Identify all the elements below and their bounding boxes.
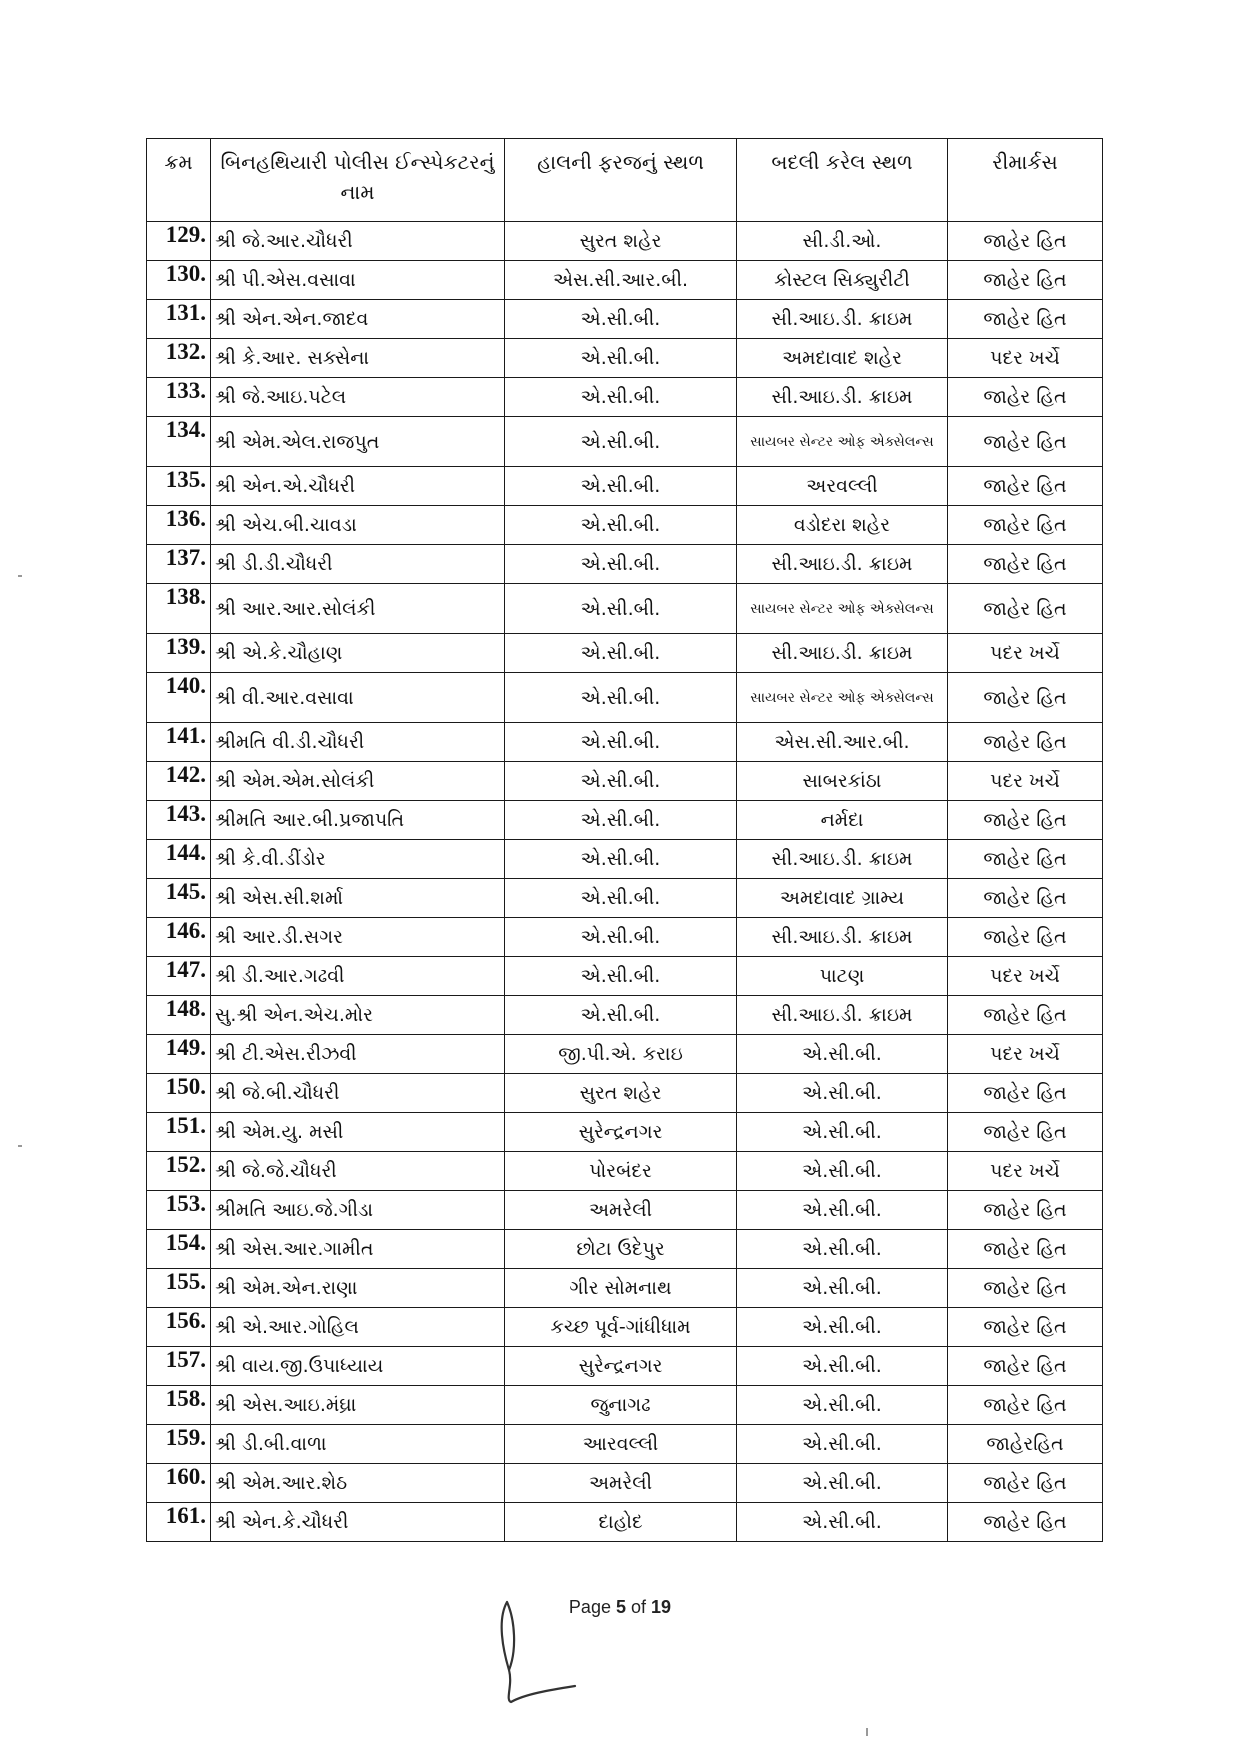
table-row — [147, 957, 1103, 996]
current-post-cell: એ.સી.બી. — [505, 339, 737, 378]
name-cell: શ્રી એસ.આઇ.મંઘ્રા — [211, 1386, 505, 1425]
transferred-post-cell: એ.સી.બી. — [737, 1425, 948, 1464]
serial-cell: 159. — [147, 1425, 211, 1464]
remarks-cell: જાહેર હિત — [948, 723, 1103, 762]
name-cell: શ્રીમતિ આઇ.જે.ગીડા — [211, 1191, 505, 1230]
current-post-cell: એસ.સી.આર.બી. — [505, 261, 737, 300]
transferred-post-cell: એ.સી.બી. — [737, 1074, 948, 1113]
transferred-post-cell: પાટણ — [737, 957, 948, 996]
serial-cell: 147. — [147, 957, 211, 996]
current-post-cell: એ.સી.બી. — [505, 879, 737, 918]
remarks-cell: જાહેર હિત — [948, 300, 1103, 339]
transferred-post-cell: એ.સી.બી. — [737, 1113, 948, 1152]
name-cell: શ્રી જે.જે.ચૌધરી — [211, 1152, 505, 1191]
serial-cell: 141. — [147, 723, 211, 762]
scan-speck — [866, 1728, 868, 1736]
table-row — [147, 996, 1103, 1035]
table-row — [147, 1152, 1103, 1191]
current-post-cell: એ.સી.બી. — [505, 801, 737, 840]
serial-cell: 140. — [147, 673, 211, 723]
page-total: 19 — [651, 1597, 672, 1617]
table-row — [147, 467, 1103, 506]
remarks-cell: જાહેર હિત — [948, 378, 1103, 417]
transferred-post-cell: એસ.સી.આર.બી. — [737, 723, 948, 762]
name-cell: શ્રી કે.આર. સક્સેના — [211, 339, 505, 378]
transferred-post-cell: સાયબર સેન્ટર ઓફ એક્સેલન્સ — [737, 673, 948, 723]
current-post-cell: એ.સી.બી. — [505, 996, 737, 1035]
serial-cell: 144. — [147, 840, 211, 879]
remarks-cell: જાહેર હિત — [948, 1464, 1103, 1503]
name-cell: શ્રી જે.આઇ.પટેલ — [211, 378, 505, 417]
table-row — [147, 840, 1103, 879]
transferred-post-cell: સાબરકાંઠા — [737, 762, 948, 801]
transferred-post-cell: સાયબર સેન્ટર ઓફ એક્સેલન્સ — [737, 417, 948, 467]
table-row — [147, 1230, 1103, 1269]
transferred-post-cell: કોસ્ટલ સિક્યુરીટી — [737, 261, 948, 300]
name-cell: શ્રી કે.વી.ડીંડોર — [211, 840, 505, 879]
name-cell: શ્રી એમ.એન.રાણા — [211, 1269, 505, 1308]
table-row — [147, 1464, 1103, 1503]
name-cell: શ્રી એમ.એલ.રાજપુત — [211, 417, 505, 467]
transferred-post-cell: સી.આઇ.ડી. ક્રાઇમ — [737, 634, 948, 673]
remarks-cell: પદર ખર્ચે — [948, 957, 1103, 996]
serial-cell: 130. — [147, 261, 211, 300]
remarks-cell: જાહેર હિત — [948, 222, 1103, 261]
serial-cell: 149. — [147, 1035, 211, 1074]
serial-cell: 135. — [147, 467, 211, 506]
remarks-cell: જાહેર હિત — [948, 467, 1103, 506]
name-cell: શ્રી ડી.બી.વાળા — [211, 1425, 505, 1464]
remarks-cell: જાહેર હિત — [948, 545, 1103, 584]
current-post-cell: અમરેલી — [505, 1464, 737, 1503]
name-cell: શ્રી એસ.સી.શર્મા — [211, 879, 505, 918]
table-row — [147, 378, 1103, 417]
remarks-cell: જાહેર હિત — [948, 1386, 1103, 1425]
transferred-post-cell: એ.સી.બી. — [737, 1152, 948, 1191]
remarks-cell: જાહેર હિત — [948, 879, 1103, 918]
remarks-cell: જાહેર હિત — [948, 417, 1103, 467]
name-cell: શ્રી આર.આર.સોલંકી — [211, 584, 505, 634]
transferred-post-cell: સી.આઇ.ડી. ક્રાઇમ — [737, 300, 948, 339]
name-cell: શ્રી એમ.યુ. મસી — [211, 1113, 505, 1152]
table-row — [147, 1308, 1103, 1347]
serial-cell: 151. — [147, 1113, 211, 1152]
header-name: બિનહથિયારી પોલીસ ઈન્સ્પેકટરનું નામ — [211, 139, 505, 222]
scan-speck — [18, 575, 22, 577]
name-cell: શ્રી એન.એન.જાદવ — [211, 300, 505, 339]
header-current-post: હાલની ફરજનું સ્થળ — [505, 139, 737, 222]
serial-cell: 139. — [147, 634, 211, 673]
table-row — [147, 1269, 1103, 1308]
serial-cell: 146. — [147, 918, 211, 957]
serial-cell: 132. — [147, 339, 211, 378]
remarks-cell: જાહેર હિત — [948, 1113, 1103, 1152]
current-post-cell: એ.સી.બી. — [505, 300, 737, 339]
table-header — [147, 139, 1103, 222]
transferred-post-cell: એ.સી.બી. — [737, 1464, 948, 1503]
name-cell: શ્રી એન.કે.ચૌધરી — [211, 1503, 505, 1542]
table-row — [147, 1425, 1103, 1464]
table-row — [147, 801, 1103, 840]
current-post-cell: સુરેન્દ્રનગર — [505, 1347, 737, 1386]
table-row — [147, 222, 1103, 261]
current-post-cell: એ.સી.બી. — [505, 467, 737, 506]
current-post-cell: આરવલ્લી — [505, 1425, 737, 1464]
table-row — [147, 584, 1103, 634]
serial-cell: 142. — [147, 762, 211, 801]
serial-cell: 133. — [147, 378, 211, 417]
transferred-post-cell: સી.ડી.ઓ. — [737, 222, 948, 261]
serial-cell: 157. — [147, 1347, 211, 1386]
current-post-cell: એ.સી.બી. — [505, 840, 737, 879]
name-cell: શ્રી જે.આર.ચૌધરી — [211, 222, 505, 261]
serial-cell: 158. — [147, 1386, 211, 1425]
table-row — [147, 1386, 1103, 1425]
current-post-cell: ગીર સોમનાથ — [505, 1269, 737, 1308]
page-number — [0, 1597, 1240, 1618]
remarks-cell: જાહેરહિત — [948, 1425, 1103, 1464]
table-row — [147, 879, 1103, 918]
remarks-cell: જાહેર હિત — [948, 996, 1103, 1035]
serial-cell: 134. — [147, 417, 211, 467]
transferred-post-cell: એ.સી.બી. — [737, 1386, 948, 1425]
table-row — [147, 545, 1103, 584]
table-row — [147, 261, 1103, 300]
transferred-post-cell: સાયબર સેન્ટર ઓફ એક્સેલન્સ — [737, 584, 948, 634]
name-cell: શ્રી વી.આર.વસાવા — [211, 673, 505, 723]
table-row — [147, 673, 1103, 723]
page-label: Page — [568, 1597, 611, 1617]
current-post-cell: એ.સી.બી. — [505, 957, 737, 996]
transferred-post-cell: એ.સી.બી. — [737, 1191, 948, 1230]
table-row — [147, 634, 1103, 673]
table-row — [147, 1074, 1103, 1113]
remarks-cell: જાહેર હિત — [948, 1230, 1103, 1269]
name-cell: શ્રી એચ.બી.ચાવડા — [211, 506, 505, 545]
scan-speck — [18, 1145, 22, 1147]
table-row — [147, 1035, 1103, 1074]
current-post-cell: સુરેન્દ્રનગર — [505, 1113, 737, 1152]
current-post-cell: છોટા ઉદેપુર — [505, 1230, 737, 1269]
header-remarks: રીમાર્કસ — [948, 139, 1103, 222]
table-row — [147, 1503, 1103, 1542]
transferred-post-cell: સી.આઇ.ડી. ક્રાઇમ — [737, 545, 948, 584]
name-cell: શ્રી પી.એસ.વસાવા — [211, 261, 505, 300]
table-row — [147, 1191, 1103, 1230]
table-body — [147, 222, 1103, 1542]
remarks-cell: જાહેર હિત — [948, 506, 1103, 545]
table-row — [147, 300, 1103, 339]
current-post-cell: એ.સી.બી. — [505, 918, 737, 957]
name-cell: શ્રી એસ.આર.ગામીત — [211, 1230, 505, 1269]
current-post-cell: જી.પી.એ. કરાઇ — [505, 1035, 737, 1074]
current-post-cell: દાહોદ — [505, 1503, 737, 1542]
serial-cell: 150. — [147, 1074, 211, 1113]
name-cell: શ્રી એ.આર.ગોહિલ — [211, 1308, 505, 1347]
serial-cell: 145. — [147, 879, 211, 918]
transferred-post-cell: નર્મદા — [737, 801, 948, 840]
remarks-cell: પદર ખર્ચે — [948, 1035, 1103, 1074]
name-cell: શ્રી એન.એ.ચૌધરી — [211, 467, 505, 506]
header-serial: ક્રમ — [147, 139, 211, 222]
remarks-cell: જાહેર હિત — [948, 918, 1103, 957]
name-cell: શ્રી ટી.એસ.રીઝવી — [211, 1035, 505, 1074]
table-row — [147, 1113, 1103, 1152]
remarks-cell: જાહેર હિત — [948, 1308, 1103, 1347]
current-post-cell: જુનાગઢ — [505, 1386, 737, 1425]
remarks-cell: જાહેર હિત — [948, 840, 1103, 879]
transferred-post-cell: એ.સી.બી. — [737, 1347, 948, 1386]
serial-cell: 137. — [147, 545, 211, 584]
name-cell: શ્રીમતિ આર.બી.પ્રજાપતિ — [211, 801, 505, 840]
transferred-post-cell: સી.આઇ.ડી. ક્રાઇમ — [737, 918, 948, 957]
current-post-cell: એ.સી.બી. — [505, 634, 737, 673]
table-row — [147, 1347, 1103, 1386]
remarks-cell: પદર ખર્ચે — [948, 634, 1103, 673]
remarks-cell: જાહેર હિત — [948, 1269, 1103, 1308]
serial-cell: 152. — [147, 1152, 211, 1191]
serial-cell: 161. — [147, 1503, 211, 1542]
page-current: 5 — [615, 1597, 626, 1617]
name-cell: શ્રી આર.ડી.સગર — [211, 918, 505, 957]
table-row — [147, 918, 1103, 957]
remarks-cell: જાહેર હિત — [948, 1074, 1103, 1113]
name-cell: શ્રી એ.કે.ચૌહાણ — [211, 634, 505, 673]
table-row — [147, 762, 1103, 801]
name-cell: શ્રી જે.બી.ચૌધરી — [211, 1074, 505, 1113]
remarks-cell: જાહેર હિત — [948, 673, 1103, 723]
current-post-cell: એ.સી.બી. — [505, 673, 737, 723]
transferred-post-cell: સી.આઇ.ડી. ક્રાઇમ — [737, 840, 948, 879]
transferred-post-cell: એ.સી.બી. — [737, 1269, 948, 1308]
remarks-cell: જાહેર હિત — [948, 1191, 1103, 1230]
transferred-post-cell: એ.સી.બી. — [737, 1035, 948, 1074]
current-post-cell: એ.સી.બી. — [505, 762, 737, 801]
page-of-label: of — [631, 1597, 647, 1617]
current-post-cell: એ.સી.બી. — [505, 506, 737, 545]
remarks-cell: જાહેર હિત — [948, 801, 1103, 840]
serial-cell: 129. — [147, 222, 211, 261]
table-row — [147, 339, 1103, 378]
remarks-cell: પદર ખર્ચે — [948, 339, 1103, 378]
remarks-cell: જાહેર હિત — [948, 261, 1103, 300]
transferred-post-cell: એ.સી.બી. — [737, 1230, 948, 1269]
current-post-cell: એ.સી.બી. — [505, 417, 737, 467]
serial-cell: 138. — [147, 584, 211, 634]
remarks-cell: પદર ખર્ચે — [948, 762, 1103, 801]
serial-cell: 154. — [147, 1230, 211, 1269]
current-post-cell: એ.સી.બી. — [505, 584, 737, 634]
remarks-cell: પદર ખર્ચે — [948, 1152, 1103, 1191]
transferred-post-cell: અમદાવાદ ગ્રામ્ય — [737, 879, 948, 918]
transfer-table — [146, 138, 1103, 1542]
remarks-cell: જાહેર હિત — [948, 1347, 1103, 1386]
table-row — [147, 417, 1103, 467]
transferred-post-cell: અરવલ્લી — [737, 467, 948, 506]
transferred-post-cell: સી.આઇ.ડી. ક્રાઇમ — [737, 378, 948, 417]
current-post-cell: અમરેલી — [505, 1191, 737, 1230]
current-post-cell: એ.સી.બી. — [505, 723, 737, 762]
name-cell: સુ.શ્રી એન.એચ.મોર — [211, 996, 505, 1035]
current-post-cell: એ.સી.બી. — [505, 545, 737, 584]
table-row — [147, 506, 1103, 545]
transferred-post-cell: એ.સી.બી. — [737, 1308, 948, 1347]
current-post-cell: સુરત શહેર — [505, 222, 737, 261]
serial-cell: 143. — [147, 801, 211, 840]
serial-cell: 131. — [147, 300, 211, 339]
serial-cell: 136. — [147, 506, 211, 545]
name-cell: શ્રી એમ.એમ.સોલંકી — [211, 762, 505, 801]
header-row — [147, 139, 1103, 222]
name-cell: શ્રીમતિ વી.ડી.ચૌધરી — [211, 723, 505, 762]
transferred-post-cell: એ.સી.બી. — [737, 1503, 948, 1542]
current-post-cell: કચ્છ પૂર્વ-ગાંધીધામ — [505, 1308, 737, 1347]
transferred-post-cell: વડોદરા શહેર — [737, 506, 948, 545]
serial-cell: 156. — [147, 1308, 211, 1347]
serial-cell: 155. — [147, 1269, 211, 1308]
serial-cell: 160. — [147, 1464, 211, 1503]
transferred-post-cell: અમદાવાદ શહેર — [737, 339, 948, 378]
serial-cell: 153. — [147, 1191, 211, 1230]
table-row — [147, 723, 1103, 762]
transferred-post-cell: સી.આઇ.ડી. ક્રાઇમ — [737, 996, 948, 1035]
current-post-cell: સુરત શહેર — [505, 1074, 737, 1113]
name-cell: શ્રી વાય.જી.ઉપાધ્યાય — [211, 1347, 505, 1386]
name-cell: શ્રી ડી.આર.ગઢવી — [211, 957, 505, 996]
name-cell: શ્રી એમ.આર.શેઠ — [211, 1464, 505, 1503]
current-post-cell: પોરબંદર — [505, 1152, 737, 1191]
remarks-cell: જાહેર હિત — [948, 584, 1103, 634]
header-transferred-post: બદલી કરેલ સ્થળ — [737, 139, 948, 222]
name-cell: શ્રી ડી.ડી.ચૌધરી — [211, 545, 505, 584]
current-post-cell: એ.સી.બી. — [505, 378, 737, 417]
remarks-cell: જાહેર હિત — [948, 1503, 1103, 1542]
serial-cell: 148. — [147, 996, 211, 1035]
